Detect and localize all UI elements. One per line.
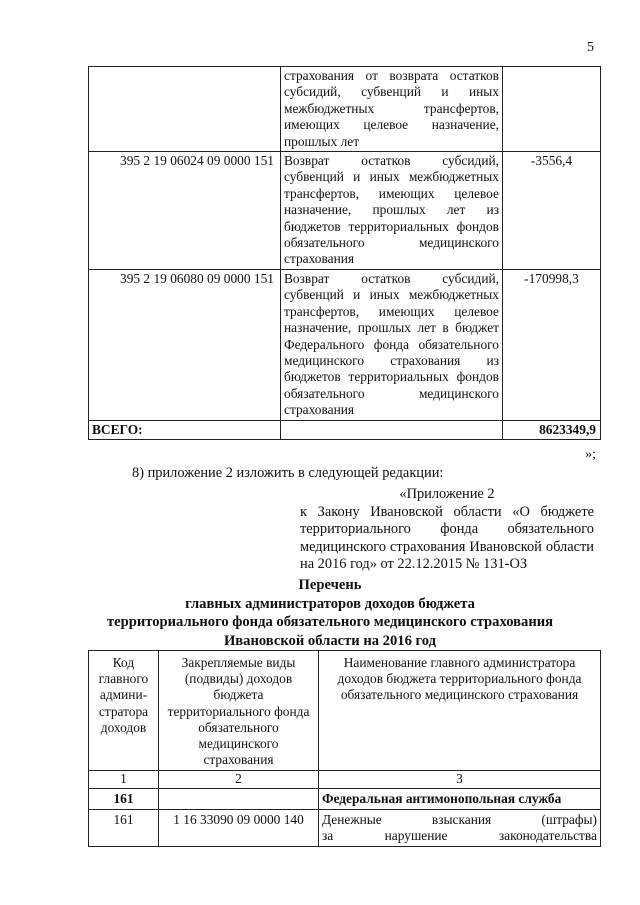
name-cell: Возврат остатков субсидий, субвенций и иных межбюджетных трансфертов, имеющих целевое назначение, прошлых лет из бюджетов территориальных фондов обязательного медицинского страхования [281,152,503,270]
kind-cell [159,788,319,809]
heading-line: главных администраторов доходов бюджета [185,595,475,612]
paragraph-8: 8) приложение 2 изложить в следующей редакции: [132,465,444,481]
code-cell: 161 [89,809,159,846]
column-number: 1 [89,771,159,788]
column-number: 2 [159,771,319,788]
table-row [89,788,601,809]
total-label: ВСЕГО: [89,420,281,439]
closing-quote: »; [585,447,596,462]
name-line: за нарушение законодательства [322,828,597,844]
annex-body: к Закону Ивановской области «О бюджете территориального фонда обязательного медицинского страхования Ивановской области на 2016 год» от 22.12.2015 № 131-ОЗ [300,503,594,572]
column-number: 3 [319,771,601,788]
heading-line: Ивановской области на 2016 год [223,632,437,649]
name-cell: страхования от возврата остатков субсидий, субвенций и иных межбюджетных трансфертов, имеющих целевое назначение, прошлых лет [281,67,503,152]
kind-cell: 1 16 33090 09 0000 140 [159,809,319,846]
sum-cell [503,67,601,152]
table-header-row [89,651,601,771]
table-row [89,809,601,846]
annex-reference [300,486,594,574]
heading-line: территориального фонда обязательного медицинского страхования [106,614,554,631]
total-row [89,420,601,439]
total-sum: 8623349,9 [503,420,601,439]
table-row [89,152,601,270]
administrators-table [88,650,601,847]
name-cell: Возврат остатков субсидий, субвенций и иных межбюджетных трансфертов, имеющих целевое назначение, прошлых лет в бюджет Федерального фонда обязательного медицинского страхования из бюджетов территориальных фондов обязательного медицинского страхования [281,269,503,420]
name-line: Денежные взыскания (штрафы) [322,811,597,827]
code-cell: 161 [89,788,159,809]
page-number: 5 [587,40,594,55]
sum-cell: -170998,3 [503,269,601,420]
sum-cell: -3556,4 [503,152,601,270]
heading-line: Перечень [298,577,362,593]
header-code: Код главного админи-стратора доходов [89,651,159,771]
code-cell: 395 2 19 06024 09 0000 151 [89,152,281,270]
table-row [89,269,601,420]
header-name: Наименование главного администратора доходов бюджета территориального фонда обязательного медицинского страхования [319,651,601,771]
annex-title: «Приложение 2 [399,486,495,502]
column-number-row [89,771,601,788]
table-row [89,67,601,152]
name-cell: Федеральная антимонопольная служба [319,788,601,809]
total-empty-cell [281,420,503,439]
code-cell: 395 2 19 06080 09 0000 151 [89,269,281,420]
code-cell [89,67,281,152]
list-heading [60,576,600,650]
revenue-table-continued [88,66,601,440]
header-kinds: Закрепляемые виды (подвиды) доходов бюджета территориального фонда обязательного медицинского страхования [159,651,319,771]
name-cell [319,809,601,846]
